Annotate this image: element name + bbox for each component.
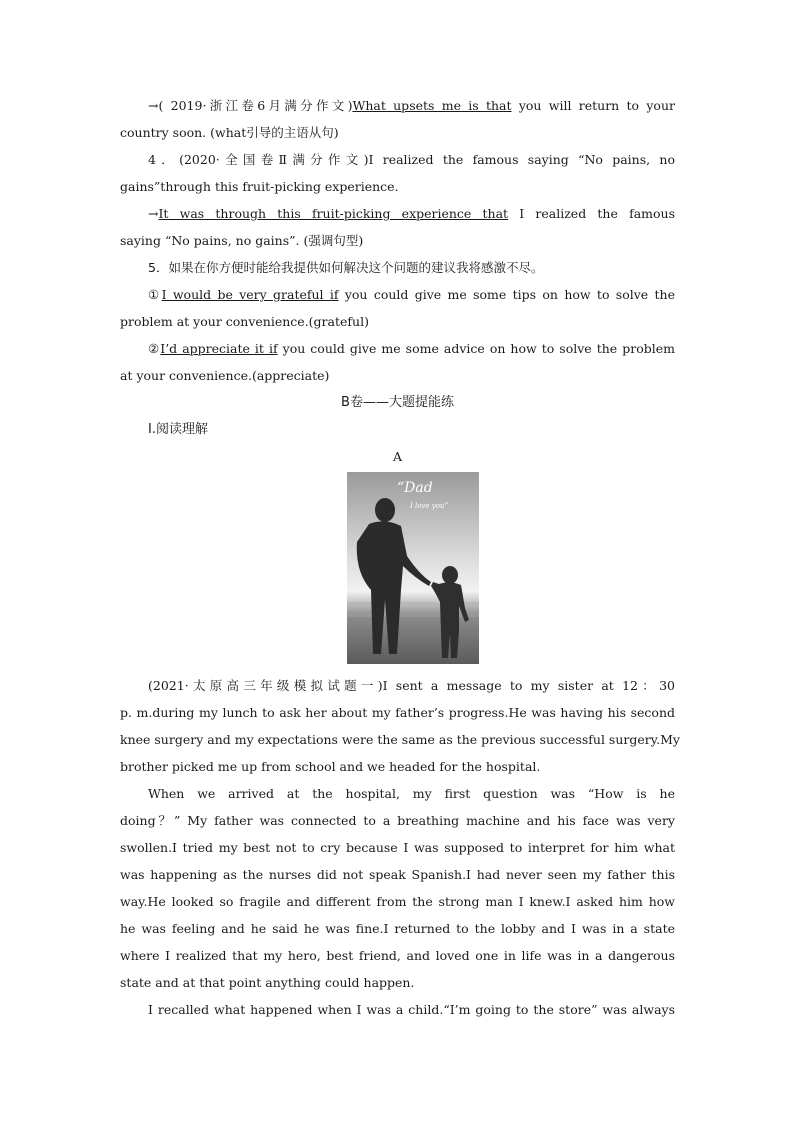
p5-suffix: you could give me some tips on how to solve the bbox=[338, 287, 676, 302]
para2-line7: where I realized that my hero, best friend, and loved one in life was in a dangerous bbox=[120, 948, 675, 963]
para1-line4: brother picked me up from school and we headed for the hospital. bbox=[120, 759, 541, 774]
para2-line8: state and at that point anything could happen. bbox=[120, 975, 415, 990]
p5-prefix: ① bbox=[148, 287, 162, 302]
p3-line2: saying “No pains, no gains”. (强调句型) bbox=[120, 233, 364, 248]
p6-answer: I’d appreciate it if bbox=[160, 341, 278, 356]
p6-line2: at your convenience.(appreciate) bbox=[120, 368, 330, 383]
para2-line6: he was feeling and he said he was fine.I returned to the lobby and I was in a state bbox=[120, 921, 675, 936]
p1-line2: country soon. (what引导的主语从句) bbox=[120, 125, 339, 140]
para2-line3: swollen.I tried my best not to cry because I was supposed to interpret for him what bbox=[120, 840, 675, 855]
para2-line1: When we arrived at the hospital, my first question was “How is he bbox=[148, 786, 675, 801]
para3-line1: I recalled what happened when I was a child.“I’m going to the store” was always bbox=[148, 1002, 675, 1017]
p5-answer: I would be very grateful if bbox=[161, 287, 339, 302]
document-page bbox=[120, 92, 680, 1023]
p1-line1 bbox=[120, 92, 675, 119]
p3-prefix: → bbox=[148, 206, 159, 221]
para1-line1: (2021·太原高三年级模拟试题一)I sent a message to my sister at 12：30 bbox=[148, 678, 675, 693]
part-title: Ⅰ.阅读理解 bbox=[148, 422, 208, 437]
p1-answer: What upsets me is that bbox=[352, 98, 512, 113]
p3-suffix: I realized the famous bbox=[508, 206, 675, 221]
p2-line1: 4．(2020·全国卷Ⅱ满分作文)I realized the famous saying “No pains, no bbox=[148, 152, 675, 167]
p1-prefix: →( 2019·浙江卷6月满分作文) bbox=[148, 98, 353, 113]
para1-line2: p. m.during my lunch to ask her about my father’s progress.He was having his second bbox=[120, 705, 675, 720]
p1-suffix: you will return to your bbox=[511, 98, 675, 113]
p6-suffix: you could give me some advice on how to solve the problem bbox=[277, 341, 675, 356]
p3-answer: It was through this fruit-picking experience that bbox=[158, 206, 509, 221]
p6-prefix: ② bbox=[148, 341, 161, 356]
p5-line1 bbox=[120, 281, 675, 308]
photo-caption-sub: I love you” bbox=[410, 502, 449, 510]
p3-line1 bbox=[120, 200, 675, 227]
photo-caption-main: “Dad bbox=[397, 480, 433, 496]
figure bbox=[120, 472, 675, 668]
para2-line4: was happening as the nurses did not speak Spanish.I had never seen my father this bbox=[120, 867, 675, 882]
section-title: B卷——大题提能练 bbox=[341, 395, 454, 410]
p4-line1: 5．如果在你方便时能给我提供如何解决这个问题的建议我将感激不尽。 bbox=[148, 260, 544, 275]
p5-line2: problem at your convenience.(grateful) bbox=[120, 314, 369, 329]
para2-line2: doing？” My father was connected to a breathing machine and his face was very bbox=[120, 813, 675, 828]
para2-line5: way.He looked so fragile and different from the strong man I knew.I asked him how bbox=[120, 894, 675, 909]
passage-label: A bbox=[392, 449, 403, 464]
father-child-photo bbox=[347, 472, 479, 664]
p6-line1 bbox=[120, 335, 675, 362]
para1-line3: knee surgery and my expectations were the same as the previous successful surgery.My bbox=[120, 732, 680, 747]
p2-line2: gains”through this fruit-picking experience. bbox=[120, 179, 399, 194]
